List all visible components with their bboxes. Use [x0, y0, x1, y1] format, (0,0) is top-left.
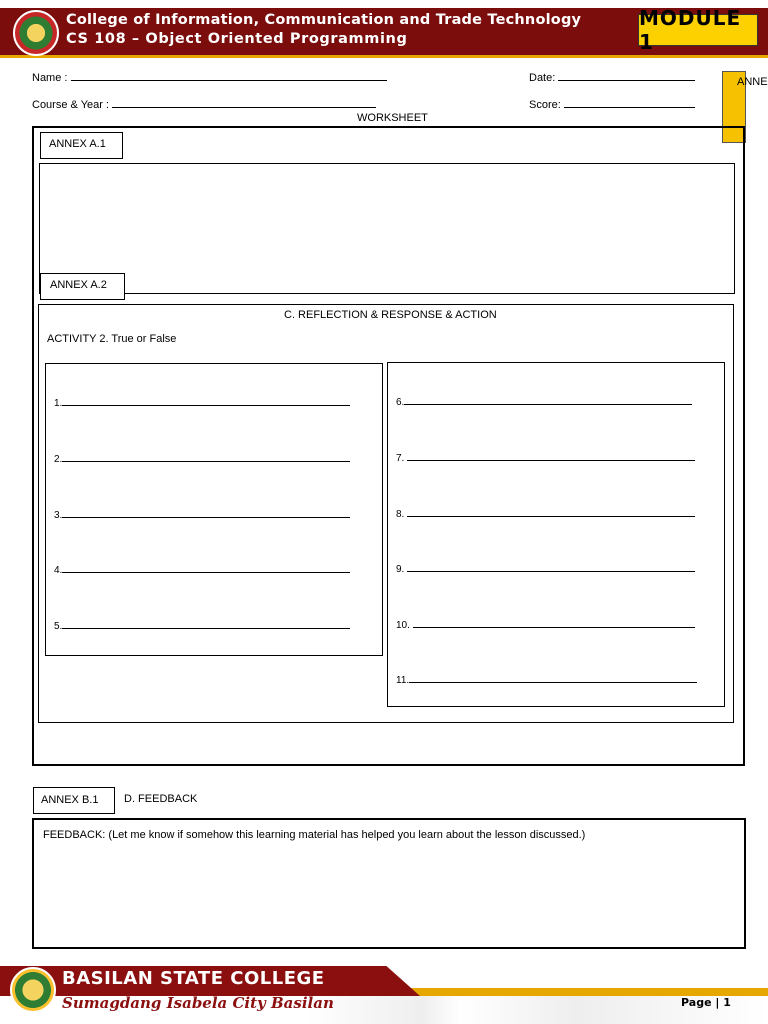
answer-line[interactable]	[407, 508, 695, 517]
score-field[interactable]	[529, 97, 695, 111]
activity-title: ACTIVITY 2. True or False	[47, 333, 177, 345]
annex-b1-label: ANNEX B.1	[41, 794, 99, 806]
answer-line[interactable]	[62, 397, 350, 406]
answer-item-8[interactable]: 8.	[396, 508, 695, 520]
answer-line[interactable]	[62, 453, 350, 462]
annex-a1-label: ANNEX A.1	[49, 138, 106, 150]
annex-a2-tag	[40, 273, 125, 300]
course-title: CS 108 – Object Oriented Programming	[66, 31, 408, 47]
answer-item-5[interactable]: 5.	[54, 620, 350, 632]
course-year-field[interactable]	[32, 97, 376, 111]
date-line[interactable]	[558, 70, 695, 81]
date-label: Date:	[529, 72, 556, 84]
score-label: Score:	[529, 99, 561, 111]
name-field[interactable]	[32, 70, 387, 84]
name-line[interactable]	[71, 70, 387, 81]
answer-item-7[interactable]: 7.	[396, 452, 695, 464]
answer-item-11[interactable]: 11.	[396, 674, 697, 686]
answer-line[interactable]	[62, 620, 350, 629]
answer-line[interactable]	[413, 619, 695, 628]
name-label: Name :	[32, 72, 68, 84]
answer-item-1[interactable]: 1.	[54, 397, 350, 409]
feedback-prompt: FEEDBACK: (Let me know if somehow this learning material has helped you learn about the lesson discussed.)	[43, 829, 586, 841]
annex-b1-tag	[33, 787, 115, 814]
answer-line[interactable]	[62, 509, 350, 518]
feedback-box[interactable]	[32, 818, 746, 949]
footer-gold-stripe	[400, 988, 768, 996]
annex-a2-label: ANNEX A.2	[50, 279, 107, 291]
page-number: Page | 1	[681, 996, 731, 1009]
school-seal-logo	[10, 967, 56, 1013]
answer-item-3[interactable]: 3.	[54, 509, 350, 521]
answer-line[interactable]	[62, 564, 350, 573]
annex-a1-tag	[40, 132, 123, 159]
answer-item-2[interactable]: 2.	[54, 453, 350, 465]
module-badge: MODULE 1	[638, 14, 758, 46]
answer-item-10[interactable]: 10.	[396, 619, 695, 631]
answer-line[interactable]	[409, 674, 697, 683]
college-name: College of Information, Communication and Trade Technology	[66, 12, 582, 28]
score-line[interactable]	[564, 97, 695, 108]
answer-line[interactable]	[404, 396, 692, 405]
school-name: BASILAN STATE COLLEGE	[62, 968, 325, 989]
worksheet-title: WORKSHEET	[357, 112, 428, 124]
side-tab-text: ANNE	[737, 76, 768, 88]
answer-item-4[interactable]: 4.	[54, 564, 350, 576]
course-year-label: Course & Year :	[32, 99, 110, 111]
answer-line[interactable]	[407, 563, 695, 572]
feedback-title: D. FEEDBACK	[124, 793, 198, 805]
answer-item-9[interactable]: 9.	[396, 563, 695, 575]
answers-box-right	[387, 362, 725, 707]
answer-line[interactable]	[407, 452, 695, 461]
answer-item-6[interactable]: 6.	[396, 396, 692, 408]
reflection-title: C. REFLECTION & RESPONSE & ACTION	[284, 309, 497, 321]
date-field[interactable]	[529, 70, 695, 84]
course-year-line[interactable]	[112, 97, 376, 108]
annex-a1-answer-box[interactable]	[39, 163, 735, 294]
college-seal-logo	[13, 10, 59, 56]
school-motto: Sumagdang Isabela City Basilan	[62, 994, 334, 1012]
